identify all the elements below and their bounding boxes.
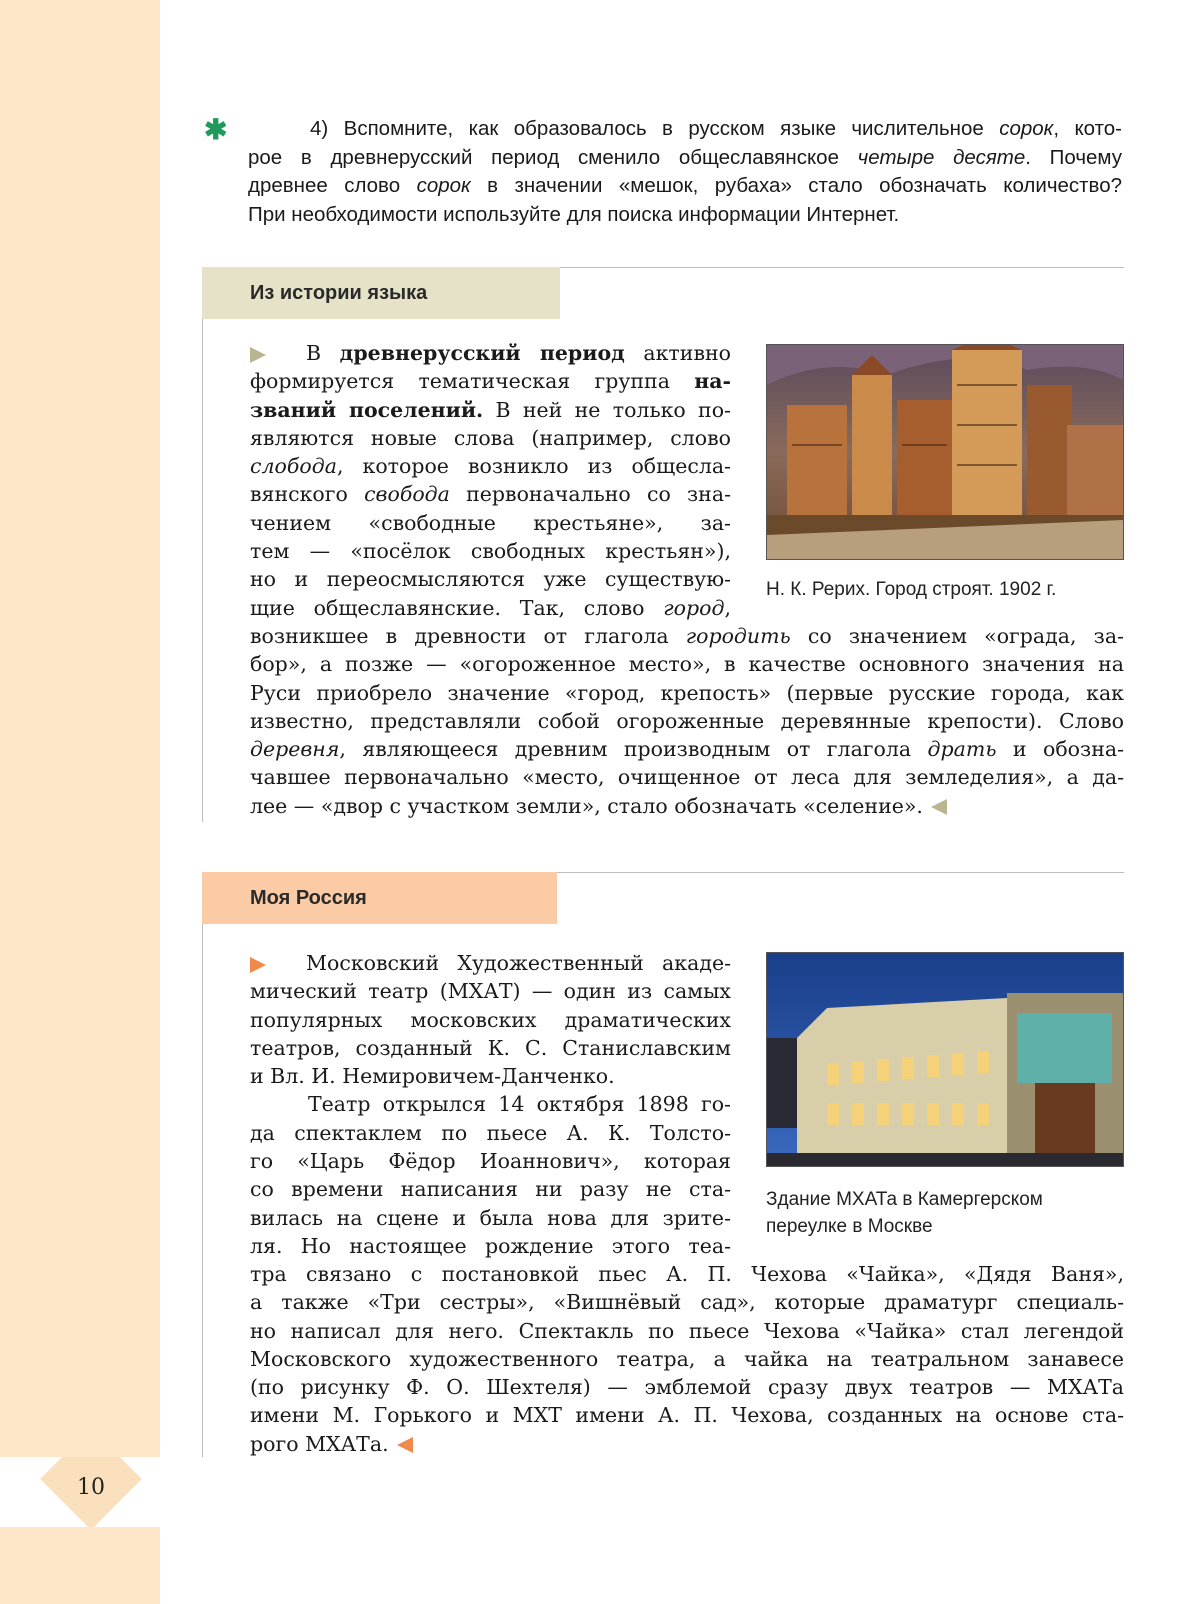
roerich-painting-image — [767, 345, 1123, 559]
text-line: Московский Художественный акаде- — [250, 949, 731, 977]
section-border — [202, 872, 203, 1457]
text-line: званий поселений. В ней не только по- — [250, 397, 731, 422]
history-section-tab — [202, 267, 560, 319]
section-start-marker-icon — [250, 347, 266, 363]
russia-text-wide — [250, 1260, 1124, 1458]
text-line: чением «свободные крестьяне», за- — [250, 510, 731, 535]
page-margin-strip — [0, 0, 160, 1604]
text-line: мический театр (МХАТ) — один из самых — [250, 979, 731, 1004]
text-line: ля. Но настоящее рождение этого теа- — [250, 1233, 731, 1258]
text-line: да спектаклем по пьесе А. К. Толсто- — [250, 1120, 731, 1145]
russia-text-column — [250, 949, 731, 1260]
text-line: тра связано с постановкой пьес А. П. Чехова «Чайка», «Дядя Ваня», — [250, 1262, 1124, 1286]
task-line: рое в древнерусский период сменило общеславянское четыре десяте. Почему — [248, 145, 1123, 169]
mkhat-photo — [766, 952, 1124, 1167]
history-text-column — [250, 339, 731, 622]
text-line: а также «Три сестры», «Вишнёвый сад», которые драматург специаль- — [250, 1290, 1124, 1315]
text-line: являются новые слова (например, слово — [250, 425, 731, 450]
text-line: лее — «двор с участком земли», стало обозначать «селение». — [250, 792, 1124, 820]
history-text-wide — [250, 622, 1124, 820]
text-line: рого МХАТа. — [250, 1430, 1124, 1458]
text-line: Московского художественного театра, а чайка на театральном занавесе — [250, 1346, 1124, 1371]
text-line: щие общеславянские. Так, слово город, — [250, 595, 731, 620]
task-4 — [248, 115, 1122, 229]
text-line: вилась на сцене и была нова для зрите- — [250, 1205, 731, 1230]
text-line: го «Царь Фёдор Иоаннович», которая — [250, 1149, 731, 1174]
page-corner-decoration — [0, 1457, 35, 1527]
section-border — [202, 267, 203, 822]
text-line: В древнерусский период активно — [250, 339, 731, 367]
page-number: 10 — [77, 1475, 105, 1500]
text-line: театров, созданный К. С. Станиславским — [250, 1035, 731, 1060]
text-line: известно, представляли собой огороженные деревянные крепости). Слово — [250, 708, 1124, 733]
text-line: чавшее первоначально «место, очищенное от леса для земледелия», а да- — [250, 765, 1124, 790]
text-line: формируется тематическая группа на- — [250, 369, 731, 394]
text-line: но написал для него. Спектакль по пьесе Чехова «Чайка» стал легендой — [250, 1318, 1124, 1343]
text-line: но и переосмысляются уже существую- — [250, 567, 731, 592]
task-line: При необходимости используйте для поиска информации Интернет. — [248, 202, 900, 226]
asterisk-icon: ✱ — [204, 114, 228, 145]
roerich-caption: Н. К. Рерих. Город строят. 1902 г. — [766, 579, 1057, 600]
text-line: и Вл. И. Немировичем-Данченко. — [250, 1064, 615, 1089]
section-end-marker-icon — [397, 1437, 413, 1453]
task-number: 4) — [310, 117, 329, 140]
text-line: слобода, которое возникло из общесла- — [250, 454, 731, 479]
russia-section-title: Моя Россия — [250, 887, 367, 909]
text-line: деревня, являющееся древним производным от глагола драть и обозна- — [250, 737, 1125, 762]
mkhat-building-image — [767, 953, 1123, 1166]
text-line: возникшее в древности от глагола городить со значением «ограда, за- — [250, 624, 1124, 648]
text-line: тем — «посёлок свободных крестьян»), — [250, 539, 731, 564]
text-line: вянского свобода первоначально со зна- — [250, 482, 731, 507]
text-line: бор», а позже — «огороженное место», в качестве основного значения на — [250, 652, 1124, 677]
task-line: древнее слово сорок в значении «мешок, рубаха» стало обозначать количество? — [248, 174, 1123, 197]
section-start-marker-icon — [250, 957, 266, 973]
russia-section-tab — [202, 872, 557, 924]
text-line: имени М. Горького и МХТ имени А. П. Чехова, созданных на основе ста- — [250, 1403, 1124, 1428]
text-line: Театр открылся 14 октября 1898 го- — [308, 1092, 731, 1117]
text-line: со времени написания ни разу не ста- — [250, 1177, 731, 1202]
mkhat-caption: Здание МХАТа в Камергерском переулке в Москве — [766, 1189, 1043, 1237]
task-line: 4) Вспомните, как образовалось в русском языке числительное сорок, кото- — [310, 117, 1122, 140]
text-line: Руси приобрело значение «город, крепость» (первые русские города, как — [250, 680, 1124, 705]
text-line: (по рисунку Ф. О. Шехтеля) — эмблемой сразу двух театров — МХАТа — [250, 1375, 1124, 1400]
history-section-title: Из истории языка — [250, 282, 428, 304]
roerich-painting — [766, 344, 1124, 560]
text-line: популярных московских драматических — [250, 1007, 731, 1032]
section-end-marker-icon — [931, 799, 947, 815]
page-number-box — [0, 1457, 160, 1527]
